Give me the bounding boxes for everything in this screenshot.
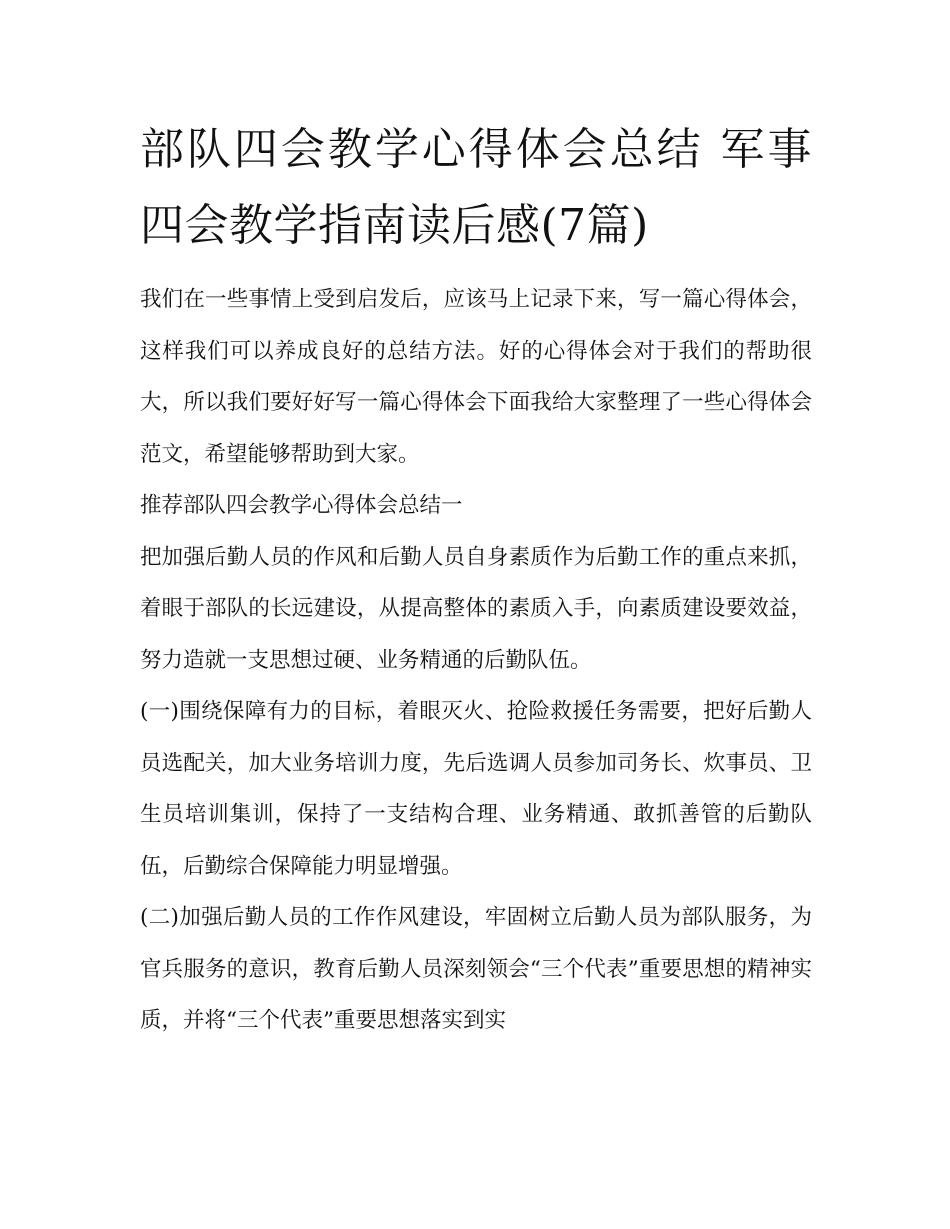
section-heading: 推荐部队四会教学心得体会总结一 xyxy=(140,493,463,518)
document-page xyxy=(140,112,812,1047)
document-title: 部队四会教学心得体会总结 军事四会教学指南读后感(7篇) xyxy=(140,124,812,251)
paragraph-item-one: (一)围绕保障有力的目标，着眼灭火、抢险救援任务需要，把好后勤人员选配关，加大业务培训力度，先后选调人员参加司务长、炊事员、卫生员培训集训，保持了一支结构合理、业务精通、敢抓善管的后勤队伍，后勤综合保障能力明显增强。 xyxy=(140,699,812,879)
paragraph-intro: 我们在一些事情上受到启发后，应该马上记录下来，写一篇心得体会，这样我们可以养成良好的总结方法。好的心得体会对于我们的帮助很大，所以我们要好好写一篇心得体会下面我给大家整理了一些心得体会范文，希望能够帮助到大家。 xyxy=(140,287,812,467)
paragraph-item-two: (二)加强后勤人员的工作作风建设，牢固树立后勤人员为部队服务，为官兵服务的意识，教育后勤人员深刻领会“三个代表”重要思想的精神实质，并将“三个代表”重要思想落实到实 xyxy=(140,905,812,1033)
paragraph-body: 把加强后勤人员的作风和后勤人员自身素质作为后勤工作的重点来抓，着眼于部队的长远建设，从提高整体的素质入手，向素质建设要效益，努力造就一支思想过硬、业务精通的后勤队伍。 xyxy=(140,544,812,673)
